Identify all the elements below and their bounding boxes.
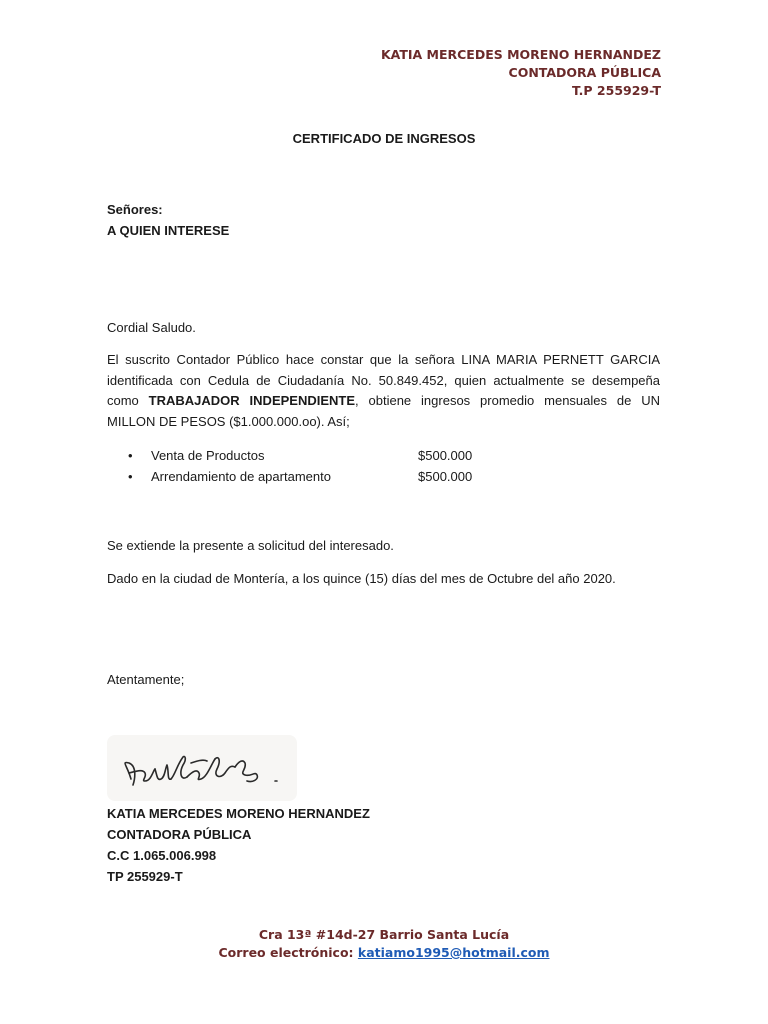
income-item-label: Venta de Productos [151,448,265,463]
signer-name: KATIA MERCEDES MORENO HERNANDEZ [107,806,370,821]
certification-paragraph [107,350,660,432]
date-line: Dado en la ciudad de Montería, a los quince (15) días del mes de Octubre del año 2020. [107,571,616,586]
closing-line: Se extiende la presente a solicitud del interesado. [107,538,394,553]
paragraph-text-2: , obtiene ingresos promedio mensuales de UN MILLON DE PESOS ($1.000.000.oo). Así; [107,393,660,429]
signer-block [107,803,370,887]
letterhead-license: T.P 255929-T [572,83,661,98]
paragraph-text-1: El suscrito Contador Público hace constar que la señora LINA MARIA PERNETT GARCIA identificada con Cedula de Ciudadanía No. 50.849.452, quien actualmente se desempeña como [107,352,660,408]
document-title: CERTIFICADO DE INGRESOS [292,131,476,146]
letterhead [381,46,661,100]
salutation: Señores: [107,202,163,217]
greeting: Cordial Saludo. [107,320,196,335]
signature-image [107,735,297,801]
income-item-amount: $500.000 [418,448,473,463]
recipient-block [107,199,229,241]
addressee: A QUIEN INTERESE [107,223,230,238]
signer-license: TP 255929-T [107,869,183,884]
income-item-label: Arrendamiento de apartamento [151,469,331,484]
footer-address: Cra 13ª #14d-27 Barrio Santa Lucía [258,927,510,942]
letterhead-role: CONTADORA PÚBLICA [508,65,661,80]
bullet-icon: • [128,469,133,484]
email-label: Correo electrónico: [218,945,358,960]
handwritten-signature-icon [107,735,297,801]
footer-contact [0,944,768,962]
letterhead-name: KATIA MERCEDES MORENO HERNANDEZ [380,47,661,62]
paragraph-occupation: TRABAJADOR INDEPENDIENTE [148,393,356,408]
income-item-amount: $500.000 [418,469,473,484]
footer [0,926,768,962]
signer-id: C.C 1.065.006.998 [107,848,217,863]
bullet-icon: • [128,448,133,463]
signer-role: CONTADORA PÚBLICA [107,827,252,842]
email-link[interactable]: katiamo1995@hotmail.com [357,945,550,960]
regards: Atentamente; [107,672,185,687]
